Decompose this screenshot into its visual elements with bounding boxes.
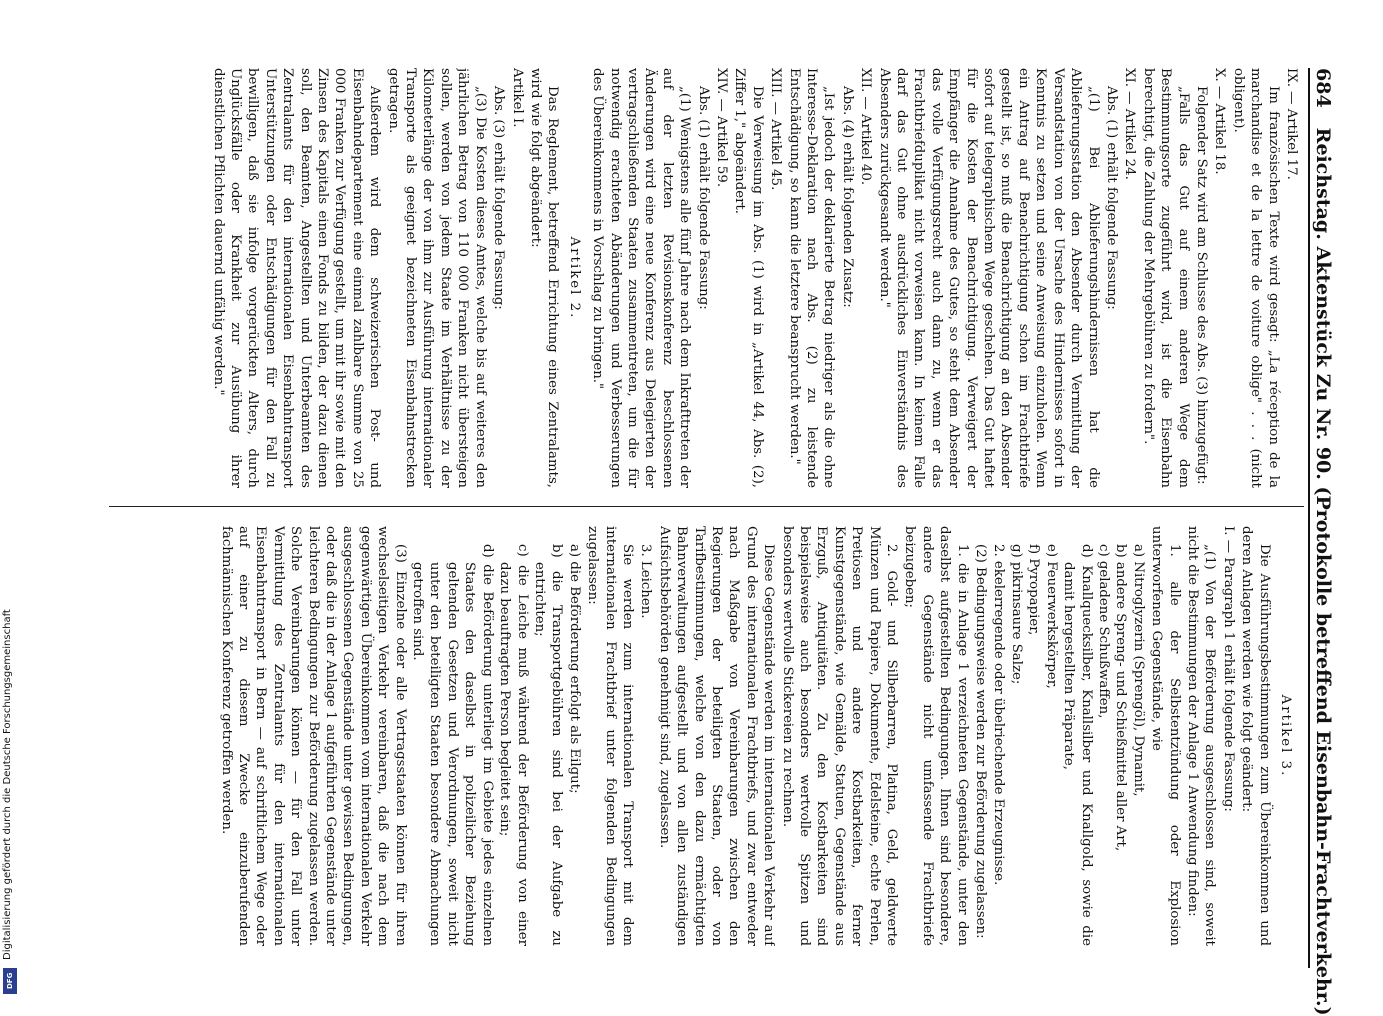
paragraph: X. — Artikel 18. bbox=[1212, 68, 1228, 175]
paragraph: „(1) Wenigstens alle fünf Jahre nach dem Inkrafttreten der auf der letzten Revisionskonferenz beschlossenen Änderungen wird eine neue Konferenz aus Delegierten der vertragschließenden Staaten zusammentreten, um die für notwendig erachteten Abänderungen und Verbesserungen des Übereinkommens in Vorschlag zu bringen." bbox=[590, 68, 693, 488]
paragraph: 1. die in Anlage 1 verzeichneten Gegenstände, unter den daselbst aufgestellten Bedingungen. Ihnen sind besondere, andere Gegenstände nicht umfassende Frachtbriefe beizugeben; bbox=[902, 526, 970, 946]
paragraph: d) die Beförderung unterliegt im Gebiete jedes einzelnen Staates den daselbst in polizeilicher Beziehung geltenden Gesetzen und Verordnungen, soweit nicht unter den beteiligten Staaten besondere Abmachungen getroffen sind. bbox=[410, 544, 495, 946]
paragraph: „Ist jedoch der deklarierte Betrag niedriger als die ohne Interesse-Deklaration nach Abs. (2) zu leistende Entschädigung, so kann die letztere beansprucht werden." bbox=[786, 68, 837, 488]
paragraph: Außerdem wird dem schweizerischen Post- und Eisenbahndepartement eine einmal zahlbare Summe von 25 000 Franken zur Verfügung gestellt, um mit ihr sowie mit den Zinsen des Kapitals einen Fonds zu bilden, der dazu dienen soll, den Beamten, Angestellten und Unterbeamten des Zentralamts für den internationalen Eisenbahntransport Unterstützungen oder Entschädigungen für den Fall zu bewilligen, daß sie infolge vorgerückten Alters, durch Unglücksfälle oder Krankheit zur Ausübung ihrer dienstlichen Pflichten dauernd unfähig werden." bbox=[210, 68, 383, 488]
paragraph: Abs. (1) erhält folgende Fassung: bbox=[695, 86, 711, 310]
paragraph: I. — Paragraph 1 erhält folgende Fassung: bbox=[1220, 526, 1236, 812]
paragraph: b) die Transportgebühren sind bei der Aufgabe zu entrichten; bbox=[531, 544, 565, 946]
paragraph: d) Knallquecksilber, Knallsilber und Knallgold, sowie die damit hergestellten Präparate, bbox=[1061, 544, 1094, 946]
paragraph: Artikel 2. bbox=[566, 236, 582, 320]
paragraph: f) Pyropapier, bbox=[1026, 544, 1042, 636]
paragraph: (3) Einzelne oder alle Vertragsstaaten können für ihren wechselseitigen Verkehr vereinbaren, daß die nach dem gegenwärtigen Übereinkommen vom internationalen Verkehr ausgeschlossenen Gegenstände unter gewissen Bedingungen, oder daß die in der Anlage 1 aufgeführten Gegenstände unter leichteren Bedingungen zur Beförderung zugelassen werden. Solche Vereinbarungen können — für den Fall unter Vermittlung des Zentralamts für den internationalen Eisenbahntransport in Bern — auf schriftlichem Wege oder auf einer zu diesem Zwecke einzuberufenden fachmännischen Konferenz getroffen werden. bbox=[218, 526, 408, 946]
right-column bbox=[100, 526, 1300, 946]
paragraph: Artikel 3. bbox=[1278, 694, 1293, 778]
paragraph: Die Ausführungsbestimmungen zum Übereinkommen und deren Anlagen werden wie folgt geändert: bbox=[1239, 526, 1272, 946]
paragraph: Die Verweisung im Abs. (1) wird in „Artikel 44, Abs. (2), Ziffer 1," abgeändert. bbox=[732, 68, 765, 488]
paragraph: Diese Gegenstände werden im internationalen Verkehr auf Grund des internationalen Frachtbriefs, und zwar entweder nach Maßgabe von Vereinbarungen zwischen den Regierungen der beteiligten Staaten, oder von Tarifbestimmungen, welche von den dazu ermächtigten Bahnverwaltungen aufgestellt und von allen zuständigen Aufsichtsbehörden genehmigt sind, zugelassen. bbox=[656, 526, 777, 946]
paragraph: IX. — Artikel 17. bbox=[1284, 68, 1299, 180]
paragraph: Im französischen Texte wird gesagt: „La réception de la marchandise et de la lettre de voiture oblige" . . . (nicht obligent). bbox=[1230, 68, 1281, 488]
paragraph: a) die Beförderung erfolgt als Eilgut; bbox=[566, 544, 582, 794]
paragraph: Folgender Satz wird am Schlusse des Abs. (3) hinzugefügt: bbox=[1193, 86, 1209, 485]
paragraph: e) Feuerwerkskörper, bbox=[1043, 544, 1059, 689]
paragraph: XI. — Artikel 24. bbox=[1122, 68, 1138, 180]
paragraph: Abs. (1) erhält folgende Fassung: bbox=[1103, 86, 1119, 310]
funding-note: Digitalisierung gefördert durch die Deutsche Forschungsgemeinschaft bbox=[2, 609, 13, 960]
paragraph: „(1) Bei Ablieferungshindernissen hat die Ablieferungsstation den Absender durch Vermittlung der Versandstation von der Ursache des Hindernisses sofort in Kenntnis zu setzen und seine Anweisung einzuholen. Wenn ein Antrag auf Benachrichtigung schon im Frachtbriefe gestellt ist, so muß die Benachrichtigung an den Absender sofort auf telegraphischem Wege geschehen. Das Gut haftet für die Kosten der Benachrichtigung. Verweigert der Empfänger die Annahme des Gutes, so steht dem Absender das volle Verfügungsrecht auch dann zu, wenn er das Frachtbriefduplikat nicht vorweisen kann. In keinem Falle darf das Gut ohne ausdrückliches Einverständnis des Absenders zurückgesandt werden." bbox=[876, 68, 1101, 488]
paragraph: c) geladene Schußwaffen, bbox=[1095, 544, 1111, 719]
paragraph: XIII. — Artikel 45. bbox=[768, 68, 784, 191]
paragraph: 1. alle der Selbstentzündung oder Explosion unterworfenen Gegenstände, wie bbox=[1149, 526, 1182, 946]
left-margin bbox=[0, 0, 22, 1000]
paragraph: „(3) Die Kosten dieses Amtes, welche bis auf weiteres den jährlichen Betrag von 110 000 Franken nicht übersteigen sollen, werden von jedem Staate im Verhältnisse zu der Kilometerlänge der von ihm zur Ausführung internationaler Transporte als geeignet bezeichneten Eisenbahnstrecken getragen. bbox=[385, 68, 488, 488]
paragraph: a) Nitroglyzerin (Sprengöl), Dynamit, bbox=[1130, 544, 1146, 797]
paragraph: (2) Bedingungsweise werden zur Beförderung zugelassen: bbox=[973, 544, 989, 939]
left-column bbox=[100, 68, 1300, 488]
paragraph: g) pikrinsaure Salze; bbox=[1008, 544, 1024, 685]
paragraph: Abs. (4) erhält folgenden Zusatz: bbox=[839, 86, 855, 308]
page-number: 684 bbox=[1312, 68, 1335, 108]
dfg-logo: DFG bbox=[3, 968, 17, 994]
paragraph: Artikel I. bbox=[509, 68, 525, 128]
page-header bbox=[1308, 68, 1340, 1016]
paragraph: Sie werden zum internationalen Transport mit dem internationalen Frachtbrief unter folgenden Bedingungen zugelassen: bbox=[585, 526, 635, 946]
scanned-page bbox=[90, 68, 1340, 1016]
paragraph: Abs. (3) erhält folgende Fassung: bbox=[491, 86, 507, 310]
paragraph: 2. ekelerregende oder übelriechende Erzeugnisse. bbox=[991, 544, 1007, 886]
column-divider bbox=[109, 506, 1304, 507]
paragraph: 2. Gold- und Silberbarren, Platina, Geld, geldwerte Münzen und Papiere, Dokumente, Edelsteine, echte Perlen, Pretiosen und andere Kostbarkeiten, ferner Kunstgegenstände, wie Gemälde, Statuen, Gegenstände aus Erzguß, Antiquitäten. Zu den Kostbarkeiten sind beispielsweise auch besonders wertvolle Spitzen und besonders wertvolle Stickereien zu rechnen. bbox=[779, 526, 900, 946]
page-title: Reichstag. Aktenstück Zu Nr. 90. (Protokolle betreffend Eisenbahn-Frachtverkehr.) bbox=[1312, 127, 1335, 1016]
paragraph: XII. — Artikel 40. bbox=[858, 68, 874, 186]
paragraph: Das Reglement, betreffend Errichtung eines Zentralamts, wird wie folgt abgeändert: bbox=[527, 68, 561, 488]
paragraph: c) die Leiche muß während der Beförderung von einer dazu beauftragten Person begleitet sein; bbox=[497, 544, 530, 946]
paragraph: „(1) Von der Beförderung ausgeschlossen sind, soweit nicht die Bestimmungen der Anlage 1 Anwendung finden: bbox=[1184, 526, 1218, 946]
paragraph: 3. Leichen. bbox=[638, 544, 654, 619]
paragraph: „Falls das Gut auf einem anderen Wege dem Bestimmungsorte zugeführt wird, ist die Eisenbahn berechtigt, die Zahlung der Mehrgebühren zu fordern". bbox=[1140, 68, 1191, 488]
paragraph: XIV. — Artikel 59. bbox=[714, 68, 729, 188]
paragraph: b) andere Spreng- und Schießmittel aller Art, bbox=[1113, 544, 1129, 852]
